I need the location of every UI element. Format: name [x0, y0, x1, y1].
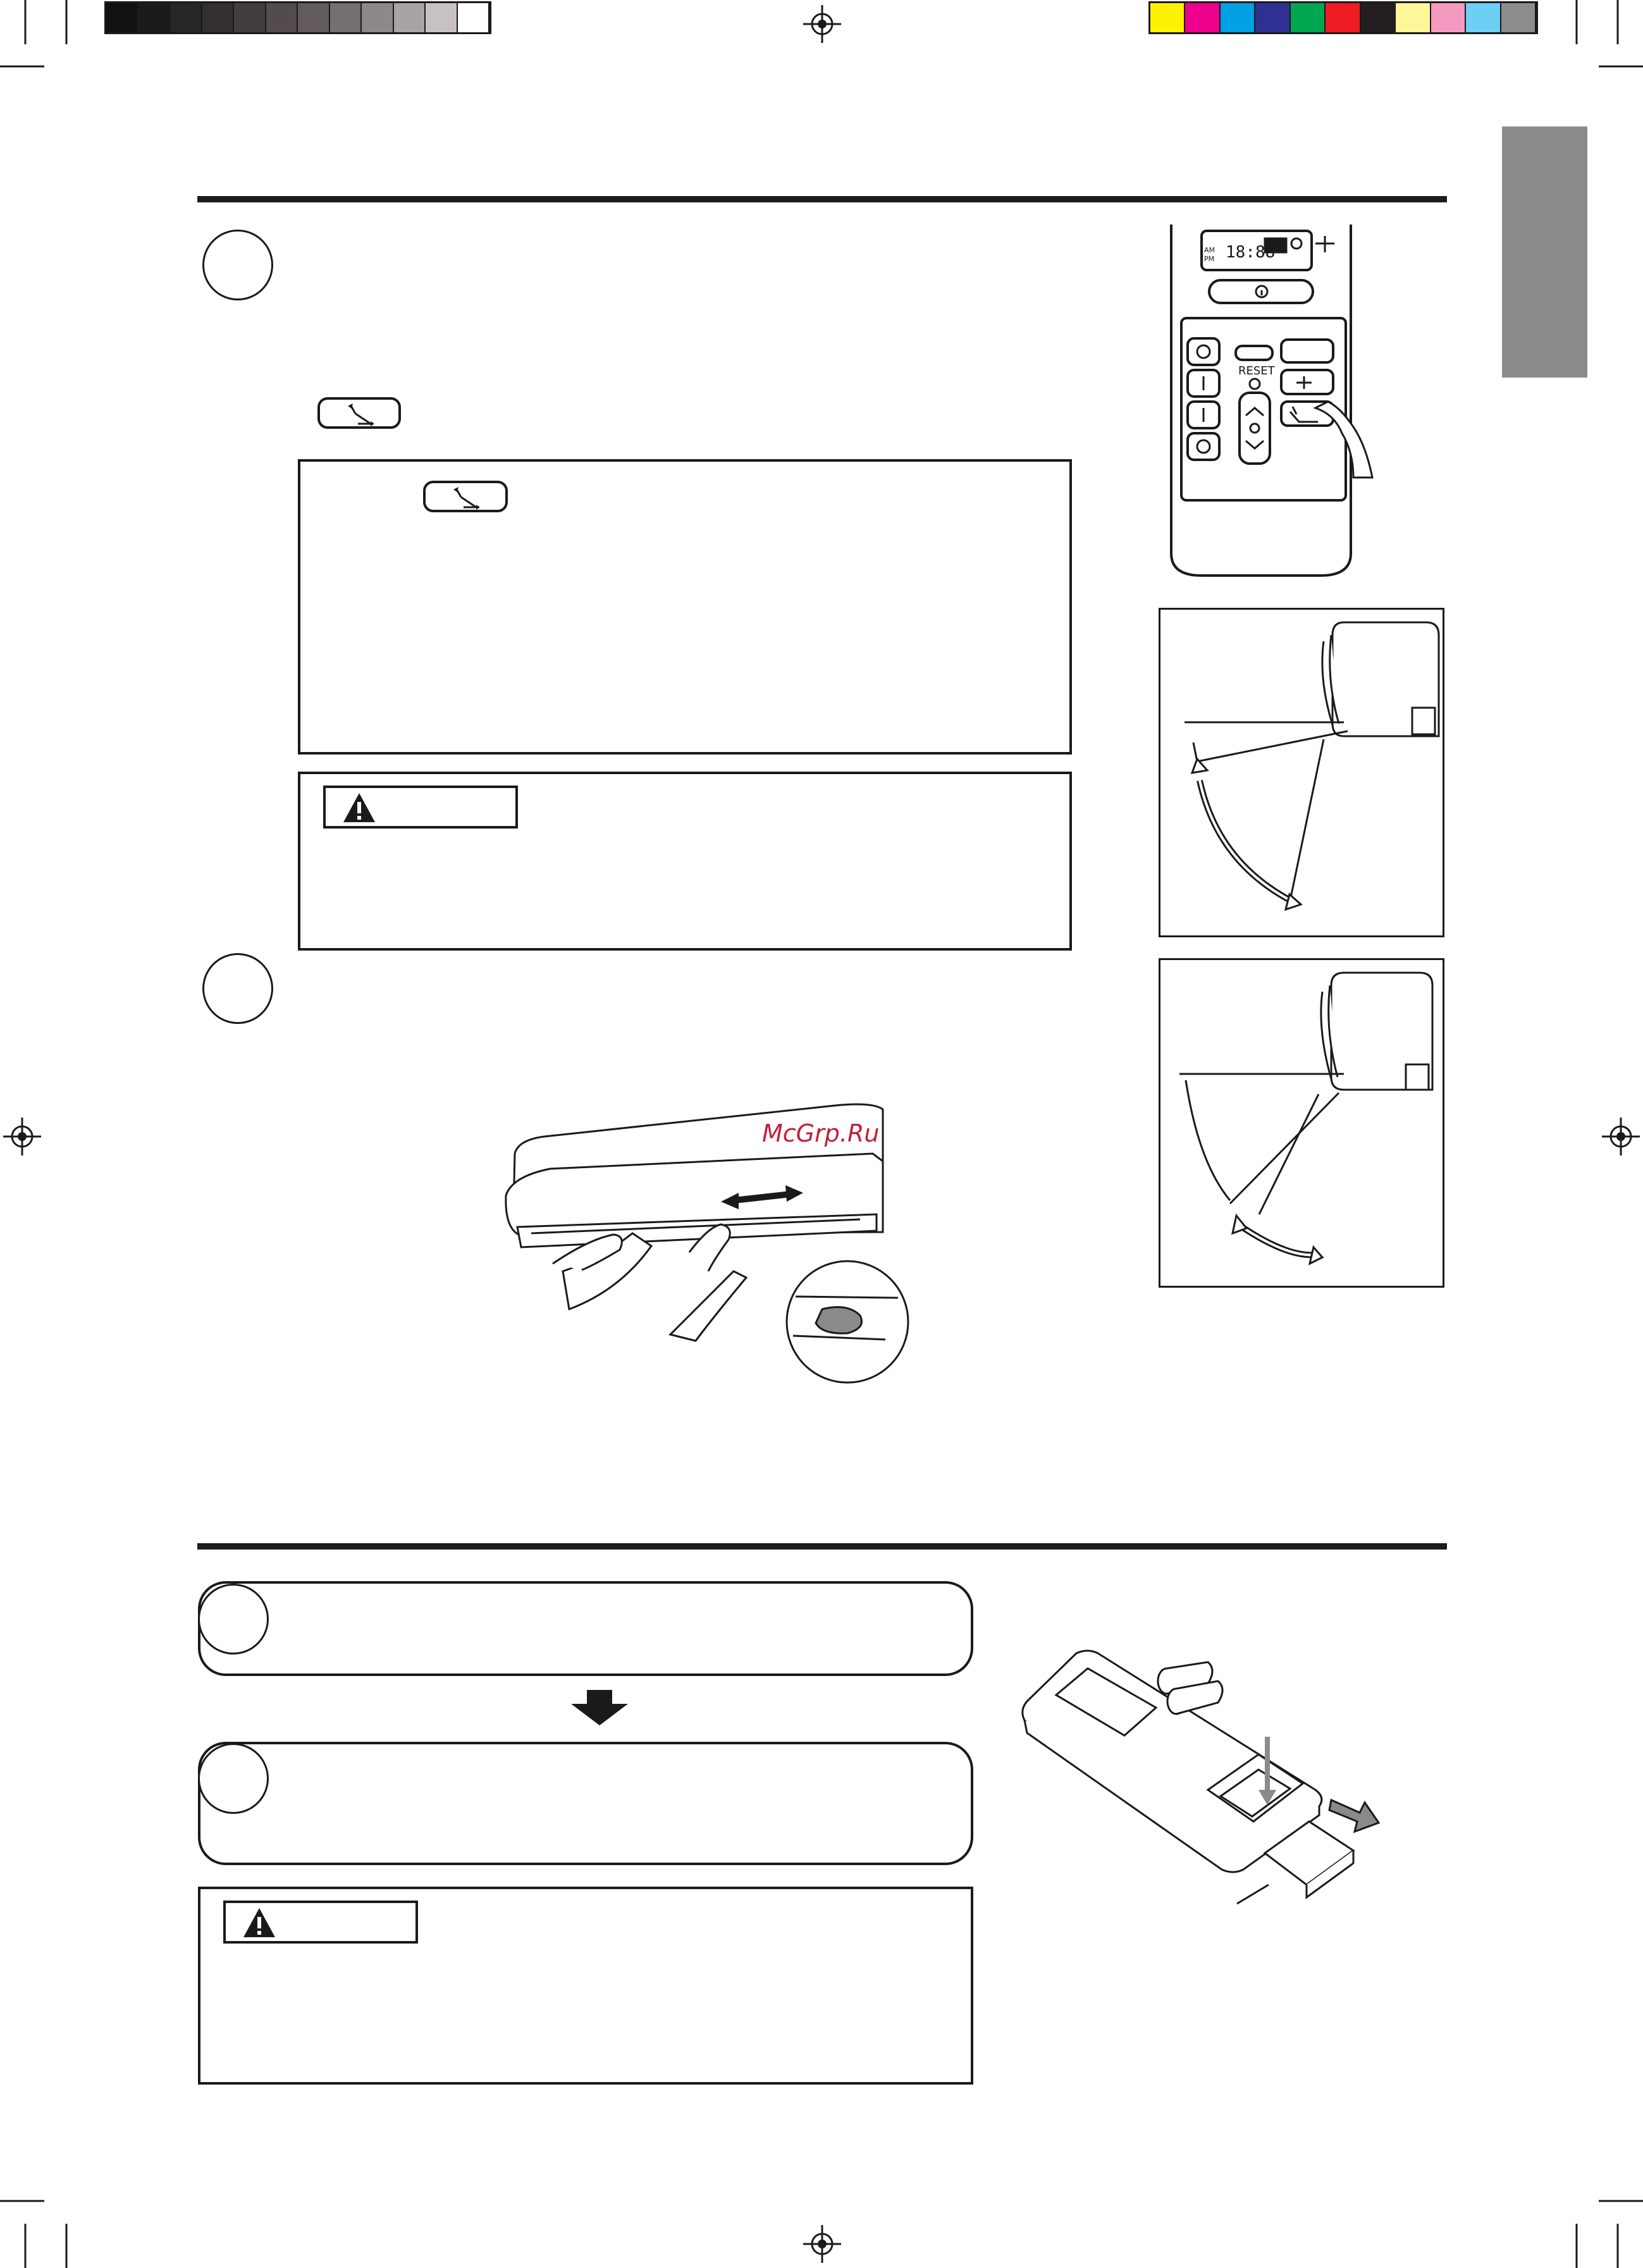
- crosshair-registration-icon: [1602, 1118, 1640, 1156]
- caution-label-batteries: [223, 1901, 418, 1944]
- remote-am-label: AM: [1204, 246, 1215, 254]
- side-tab: [1502, 126, 1587, 378]
- battery-step-2-box: [198, 1742, 973, 1865]
- warning-triangle-icon: [242, 1907, 276, 1938]
- caution-label: [323, 786, 518, 829]
- louver-swing-icon: [451, 486, 483, 511]
- info-box: [298, 459, 1072, 755]
- louver-swing-icon: [345, 402, 377, 428]
- step-marker-battery-2: [198, 1743, 269, 1814]
- watermark-text: McGrp.Ru: [762, 1119, 880, 1147]
- remote-display-digits: 18:88: [1226, 243, 1276, 262]
- louver-swing-button-inline[interactable]: [423, 481, 508, 512]
- remote-reset-label: RESET: [1238, 364, 1275, 378]
- section-rule-top: [197, 196, 1447, 202]
- step-marker-2: [202, 953, 273, 1024]
- crosshair-registration-icon: [803, 5, 841, 43]
- louver-swing-button[interactable]: [317, 397, 401, 429]
- crosshair-registration-icon: [803, 2225, 841, 2263]
- caution-box-louver: [298, 772, 1072, 951]
- battery-step-1-box: [198, 1581, 973, 1676]
- airflow-diagram-heating: [1159, 958, 1444, 1288]
- caution-box-batteries: [198, 1887, 973, 2085]
- battery-insertion-illustration: [1018, 1644, 1423, 1910]
- airflow-diagram-cooling: [1159, 608, 1444, 937]
- remote-pm-label: PM: [1204, 255, 1215, 263]
- section-rule-bottom: [197, 1543, 1447, 1550]
- warning-triangle-icon: [342, 792, 376, 823]
- step-marker-1: [202, 230, 273, 300]
- step-marker-battery-1: [198, 1584, 269, 1655]
- arrow-down-icon: [571, 1690, 628, 1725]
- crosshair-registration-icon: [3, 1118, 41, 1156]
- remote-control-illustration: [1164, 225, 1391, 579]
